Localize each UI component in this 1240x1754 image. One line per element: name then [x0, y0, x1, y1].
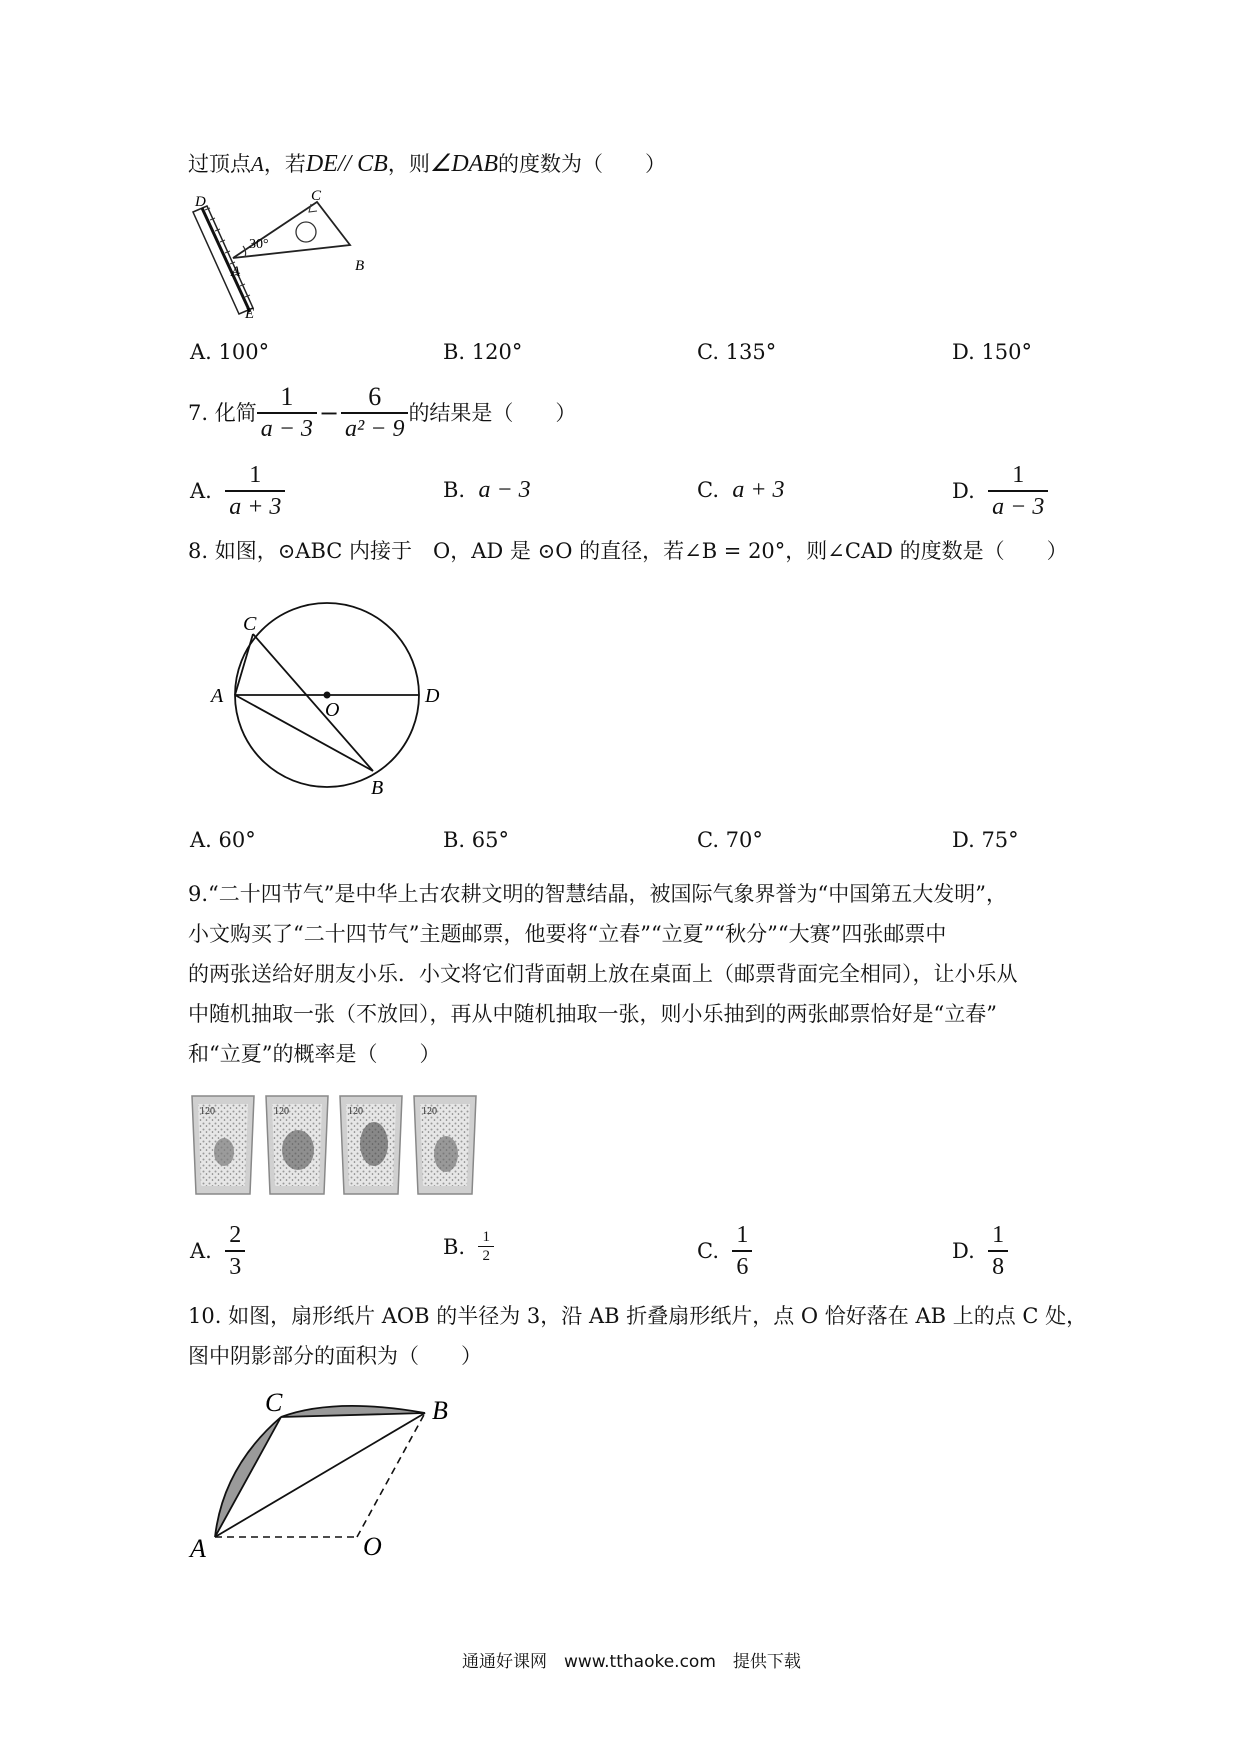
label-A: A: [231, 264, 241, 280]
q8-option-b[interactable]: B. 65°: [443, 828, 510, 852]
q7-option-a[interactable]: A. $\frac{1}{a + 3}$: [190, 460, 285, 522]
radius-OB: [357, 1413, 425, 1537]
q10-line-1: 10. 如图，扇形纸片 AOB 的半径为 3，沿 AB 折叠扇形纸片，点 O 恰好落在 AB 上的点 C 处，: [188, 1304, 1088, 1328]
chord-AB: [235, 695, 373, 771]
q9-option-c-fraction: $\frac{1}{6}$: [732, 1220, 752, 1282]
q9-option-d[interactable]: D. $\frac{1}{8}$: [952, 1220, 1008, 1282]
q9-stamps: [190, 1092, 490, 1200]
q6-option-c[interactable]: C. 135°: [697, 340, 777, 364]
q7-option-d-fraction: $\frac{1}{a - 3}$: [988, 460, 1048, 522]
stamp-2-value: 120: [274, 1106, 289, 1117]
q6-figure: [185, 190, 425, 330]
label-E: E: [245, 306, 255, 322]
label-O: O: [325, 699, 340, 721]
label-A: A: [190, 1534, 206, 1563]
shaded-segment-CB: [281, 1406, 425, 1417]
label-O: O: [363, 1532, 382, 1561]
center-dot: [324, 692, 331, 699]
q7-fraction-1: $\frac{1}{a - 3}$: [257, 382, 317, 444]
q6-stem: 过顶点A，若DE// CB，则∠DAB的度数为（ ）: [188, 151, 666, 177]
q10-figure: [185, 1385, 475, 1565]
q9-line-3: 的两张送给好朋友小乐．小文将它们背面朝上放在桌面上（邮票背面完全相同），让小乐从: [188, 962, 1018, 986]
q9-option-b[interactable]: B. $\frac{1}{2}$: [443, 1228, 494, 1265]
q7-option-b[interactable]: B. a − 3: [443, 477, 531, 503]
q9-option-c[interactable]: C. $\frac{1}{6}$: [697, 1220, 752, 1282]
q7-fraction-2: $\frac{6}{\text{a² − 9}}$: [341, 382, 408, 444]
q9-option-b-fraction: $\frac{1}{2}$: [478, 1228, 494, 1265]
stamp-4: [414, 1096, 476, 1194]
q9-line-2: 小文购买了“二十四节气”主题邮票，他要将“立春”“立夏”“秋分”“大赛”四张邮票中: [188, 922, 947, 946]
q6-option-a[interactable]: A. 100°: [190, 340, 270, 364]
stamp-3: [340, 1096, 402, 1194]
angle-30-label: 30°: [249, 237, 269, 252]
chord-AC: [235, 634, 253, 695]
stamp-1: [192, 1096, 254, 1194]
q7-stem: 7. 化简 $\frac{1}{a - 3}$ − $\frac{6}{\text{a² − 9}}$ 的结果是（ ）: [188, 382, 577, 442]
stamp-3-value: 120: [348, 1106, 363, 1117]
q9-option-a[interactable]: A. $\frac{2}{3}$: [190, 1220, 245, 1282]
q9-line-4: 中随机抽取一张（不放回），再从中随机抽取一张，则小乐抽到的两张邮票恰好是“立春”: [188, 1002, 997, 1026]
q8-option-c[interactable]: C. 70°: [697, 828, 763, 852]
shaded-segment-AC: [215, 1417, 281, 1537]
q9-option-a-fraction: $\frac{2}{3}$: [225, 1220, 245, 1282]
q8-stem: 8. 如图，⊙ABC 内接于 O，AD 是 ⊙O 的直径，若∠B = 20°，则∠CAD 的度数是（ ）: [188, 539, 1068, 563]
q7-option-d[interactable]: D. $\frac{1}{a - 3}$: [952, 460, 1048, 522]
q8-figure: [205, 600, 455, 800]
q6-option-d[interactable]: D. 150°: [952, 340, 1033, 364]
stamp-2: [266, 1096, 328, 1194]
q8-option-a[interactable]: A. 60°: [190, 828, 256, 852]
chord-CB: [253, 634, 373, 771]
label-C: C: [265, 1388, 283, 1417]
label-C: C: [243, 613, 257, 635]
stamp-4-value: 120: [422, 1106, 437, 1117]
q8-option-d[interactable]: D. 75°: [952, 828, 1019, 852]
label-C: C: [311, 190, 322, 204]
label-D: D: [195, 194, 206, 210]
label-B: B: [432, 1396, 448, 1425]
q9-option-d-fraction: $\frac{1}{8}$: [988, 1220, 1008, 1282]
q9-line-1: 9.“二十四节气”是中华上古农耕文明的智慧结晶，被国际气象界誉为“中国第五大发明”，: [188, 882, 1007, 906]
q9-line-5: 和“立夏”的概率是（ ）: [188, 1042, 441, 1066]
label-B: B: [355, 258, 365, 274]
ruler-edge-DE: [202, 208, 250, 312]
q10-line-2: 图中阴影部分的面积为（ ）: [188, 1344, 482, 1368]
q7-option-a-fraction: $\frac{1}{a + 3}$: [225, 460, 285, 522]
page-footer: 通通好课网 www.tthaoke.com 提供下载: [462, 1652, 801, 1672]
stamp-1-value: 120: [200, 1106, 215, 1117]
label-B: B: [371, 777, 384, 799]
label-D: D: [425, 685, 440, 707]
label-A: A: [211, 685, 224, 707]
q7-option-c[interactable]: C. a + 3: [697, 477, 785, 503]
q6-option-b[interactable]: B. 120°: [443, 340, 523, 364]
